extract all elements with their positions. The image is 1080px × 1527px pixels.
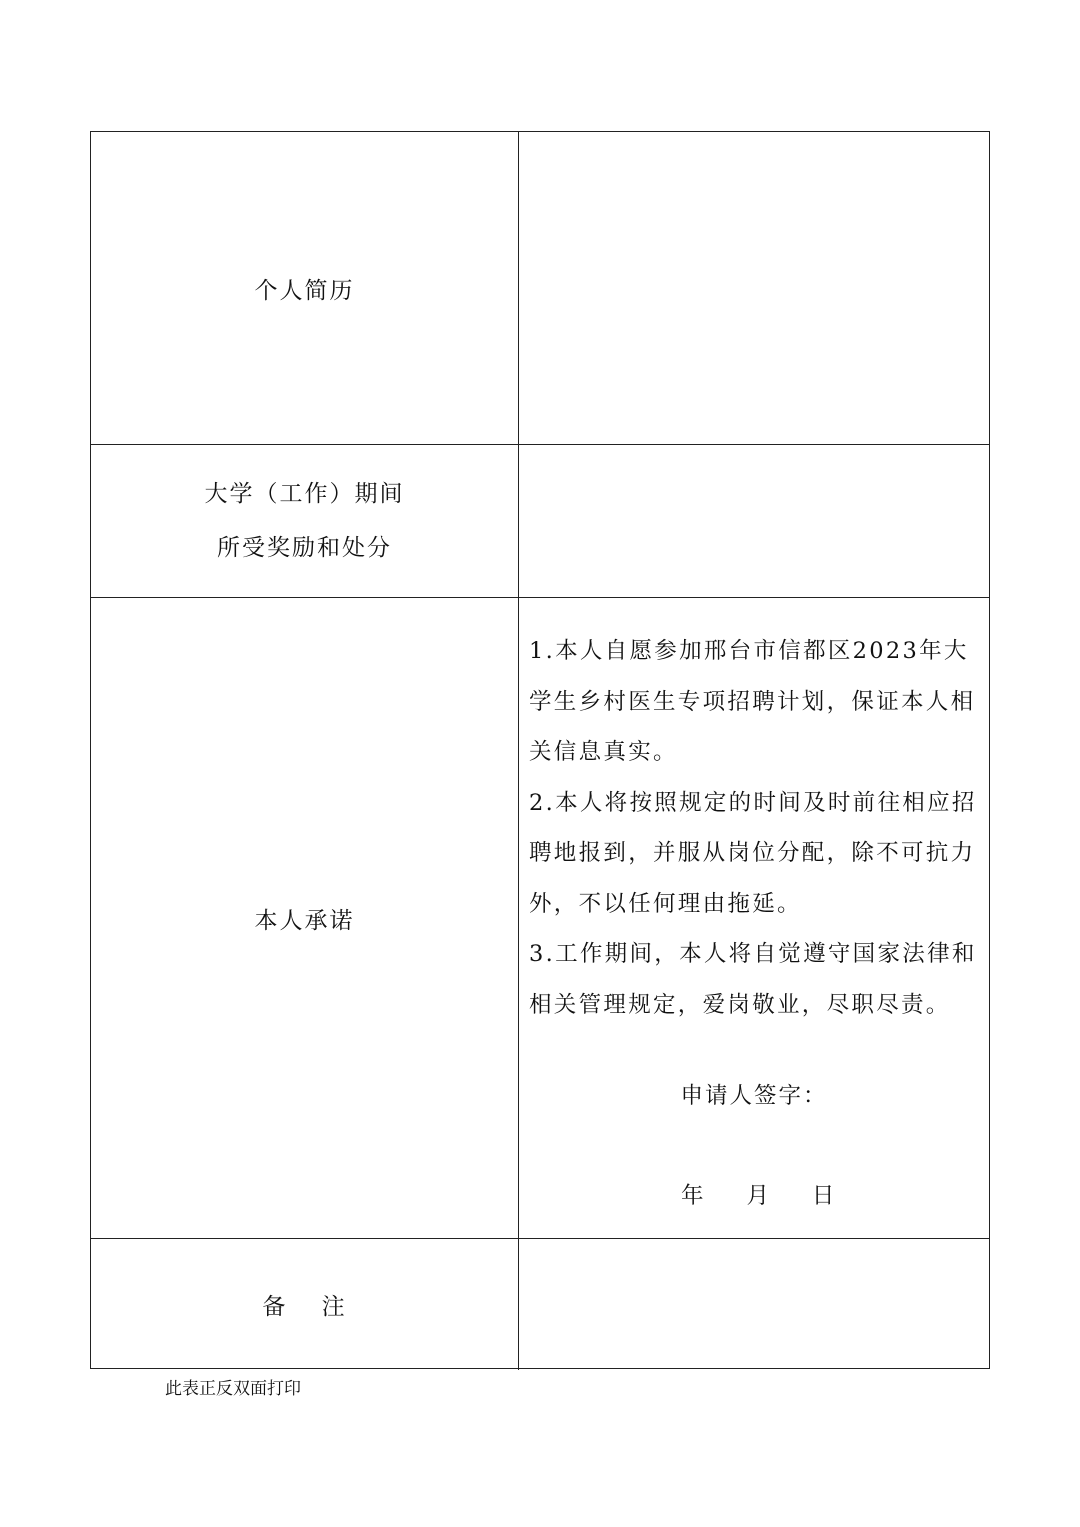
- signature-date[interactable]: [681, 1178, 834, 1210]
- commitment-item-2: 2.本人将按照规定的时间及时前往相应招聘地报到，并服从岗位分配，除不可抗力外，不以任何理由拖延。: [529, 789, 977, 917]
- date-day-label: 日: [811, 1183, 835, 1209]
- awards-label-line2: 所受奖励和处分: [217, 535, 392, 561]
- signature-label[interactable]: 申请人签字：: [680, 1083, 828, 1109]
- print-footnote: 此表正反双面打印: [165, 1379, 301, 1398]
- awards-label-cell: [91, 445, 519, 597]
- resume-label: 个人简历: [254, 277, 355, 304]
- commitment-item-3: 3.工作期间，本人将自觉遵守国家法律和相关管理规定，爱岗敬业，尽职尽责。: [529, 941, 977, 1018]
- commitment-label-cell: [91, 598, 519, 1238]
- awards-row: [91, 445, 989, 598]
- date-year-label: 年: [681, 1183, 704, 1209]
- resume-label-cell: [91, 132, 519, 444]
- awards-value-cell[interactable]: [519, 445, 989, 597]
- resume-row: [91, 132, 989, 445]
- remarks-label: 备 注: [262, 1294, 347, 1320]
- resume-value-cell[interactable]: [519, 132, 989, 444]
- commitment-label: 本人承诺: [254, 907, 355, 934]
- application-form-table: [90, 131, 990, 1369]
- commitment-row: [91, 598, 989, 1239]
- date-month-label: 月: [746, 1183, 769, 1209]
- commitment-text: [529, 626, 983, 1030]
- remarks-value-cell[interactable]: [519, 1239, 989, 1370]
- remarks-row: [91, 1239, 989, 1370]
- commitment-value-cell: [519, 598, 989, 1238]
- remarks-label-cell: [91, 1239, 519, 1370]
- awards-label-line1: 大学（工作）期间: [204, 481, 405, 507]
- commitment-item-1: 1.本人自愿参加邢台市信都区2023年大学生乡村医生专项招聘计划，保证本人相关信息真实。: [529, 638, 976, 765]
